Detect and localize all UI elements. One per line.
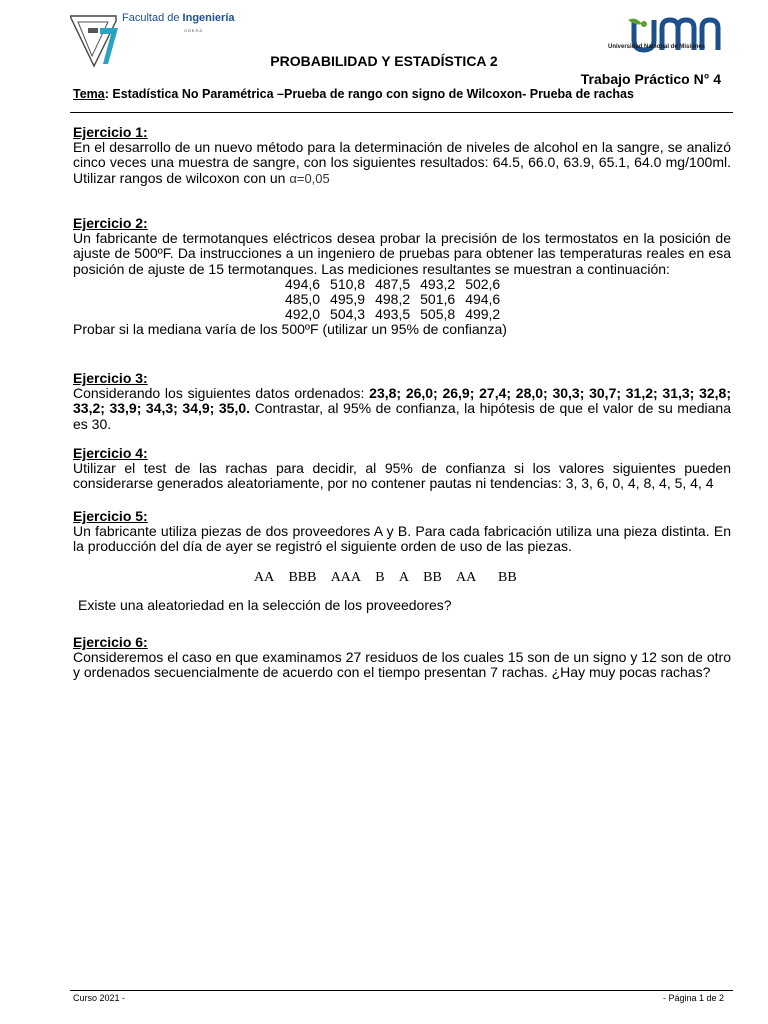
- topic-text: : Estadística No Paramétrica –Prueba de rango con signo de Wilcoxon- Prueba de rachas: [104, 87, 634, 101]
- header-divider: [70, 112, 733, 113]
- measurements-table: [281, 277, 506, 322]
- exercise-text: Considerando los siguientes datos ordenados: 23,8; 26,0; 26,9; 27,4; 28,0; 30,3; 30,7; 31,2; 31,3; 32,8; 33,2; 33,9; 34,3; 34,9; 35,0. Contrastar, al 95% de confianza, la hipótesis de que el valor de su mediana es 30.: [73, 385, 731, 432]
- faculty-name: Facultad de Ingeniería: [122, 12, 235, 24]
- exercise-heading: Ejercicio 4:: [73, 445, 148, 461]
- exercise-4: [73, 446, 731, 492]
- exercise-5: [73, 509, 731, 613]
- exercise-heading: Ejercicio 3:: [73, 370, 148, 386]
- exercise-1: [73, 125, 731, 186]
- exercise-heading: Ejercicio 2:: [73, 215, 148, 231]
- university-logo: [606, 14, 732, 58]
- table-row: 494,6 510,8 487,5 493,2 502,6: [285, 275, 501, 292]
- faculty-location: OBERÁ: [184, 28, 204, 33]
- ordered-data: 23,8; 26,0; 26,9; 27,4; 28,0; 30,3; 30,7; 31,2; 31,3; 32,8; 33,2; 33,9; 34,3; 34,9; 35,0.: [73, 385, 731, 417]
- footer-divider: [70, 990, 733, 991]
- exercise-heading: Ejercicio 5:: [73, 508, 148, 524]
- table-row: 485,0 495,9 498,2 501,6 494,6: [285, 290, 501, 307]
- university-name: Universidad Nacional de Misiones: [608, 44, 706, 50]
- exercise-6: [73, 635, 731, 681]
- assignment-number: Trabajo Práctico N° 4: [580, 71, 721, 87]
- table-row: 492,0 504,3 493,5 505,8 499,2: [285, 305, 501, 322]
- exercise-heading: Ejercicio 1:: [73, 124, 148, 140]
- exercise-text: Utilizar el test de las rachas para decidir, al 95% de confianza si los valores siguientes pueden considerarse generados aleatoriamente, por no contener pautas ni tendencias: 3, 3, 6, 0, 4, 8, 4, 5, 4, 4: [73, 460, 731, 492]
- exercise-text: Un fabricante utiliza piezas de dos proveedores A y B. Para cada fabricación utiliza una pieza distinta. En la producción del día de ayer se registró el siguiente orden de uso de las piezas.: [73, 523, 731, 555]
- page-title: PROBABILIDAD Y ESTADÍSTICA 2: [270, 53, 498, 69]
- footer-course: Curso 2021 -: [73, 993, 126, 1003]
- exercise-text: Consideremos el caso en que examinamos 27 residuos de los cuales 15 son de un signo y 12 son de otro y ordenados secuencialmente de acuerdo con el tiempo presentan 7 rachas. ¿Hay muy pocas rachas?: [73, 649, 731, 681]
- topic-label: Tema: [73, 87, 105, 101]
- footer-page-number: - Página 1 de 2: [662, 993, 724, 1003]
- topic-line: [73, 87, 634, 101]
- exercise-2: [73, 216, 731, 337]
- exercise-question: Existe una aleatoriedad en la selección de los proveedores?: [78, 596, 452, 613]
- exercise-heading: Ejercicio 6:: [73, 634, 148, 650]
- supplier-sequence: AA BBB AAA B A BB AA BB: [254, 569, 517, 585]
- alpha-value: α=0,05: [289, 170, 330, 186]
- exercise-3: [73, 371, 731, 432]
- exercise-text: En el desarrollo de un nuevo método para la determinación de niveles de alcohol en la sangre, se analizó cinco veces una muestra de sangre, con los siguientes resultados: 64.5, 66.0, 63.9, 65.1, 64.0 mg/100ml. Utilizar rangos de wilcoxon con un α=0,05: [73, 139, 731, 186]
- exercise-text: Un fabricante de termotanques eléctricos desea probar la precisión de los termostatos en la posición de ajuste de 500ºF. Da instrucciones a un ingeniero de pruebas para obtener las temperaturas reales en esa posición de ajuste de 15 termotanques. Las mediciones resultantes se muestran a continuación:: [73, 230, 731, 277]
- exercise-question: Probar si la mediana varía de los 500ºF (utilizar un 95% de confianza): [73, 320, 507, 337]
